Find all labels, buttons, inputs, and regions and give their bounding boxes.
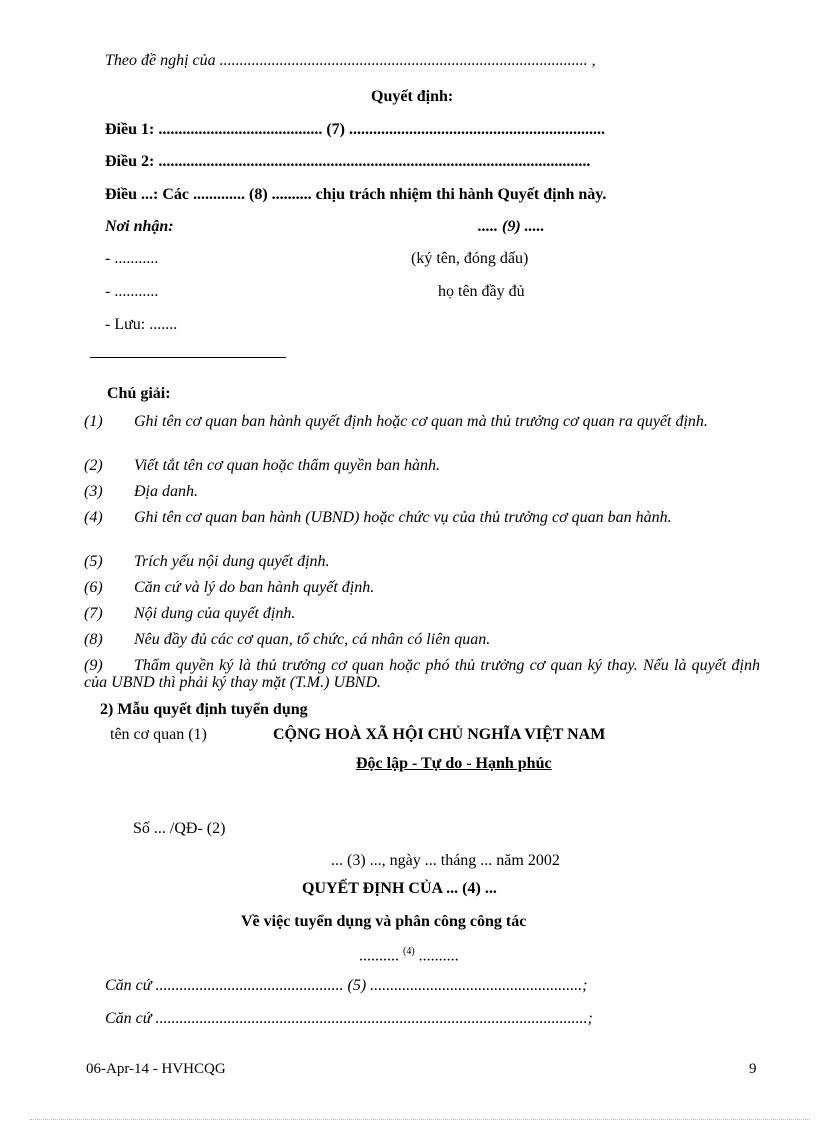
- legend-note-number: (4): [84, 509, 103, 526]
- legend-note-text: Ghi tên cơ quan ban hành (UBND) hoặc chức vụ của thủ trưởng cơ quan ban hành.: [134, 509, 672, 526]
- decision-subject: Về việc tuyển dụng và phân công công tác: [241, 913, 527, 930]
- recipient-item-2: - ...........: [105, 283, 159, 300]
- legend-note-number: (7): [84, 605, 103, 622]
- divider-line: [90, 357, 286, 358]
- legend-note: [84, 509, 760, 526]
- legend-note-number: (3): [84, 483, 103, 500]
- full-name-note: họ tên đầy đủ: [438, 283, 525, 300]
- issuer-dots: ..........: [418, 947, 459, 965]
- decision-heading: Quyết định:: [371, 88, 454, 105]
- archive-item: - Lưu: .......: [105, 316, 178, 333]
- decision-title: QUYẾT ĐỊNH CỦA ... (4) ...: [302, 880, 497, 897]
- country-name: CỘNG HOÀ XÃ HỘI CHỦ NGHĨA VIỆT NAM: [273, 726, 606, 743]
- sign-stamp-note: (ký tên, đóng dấu): [411, 250, 529, 267]
- place-date: ... (3) ..., ngày ... tháng ... năm 2002: [331, 852, 560, 869]
- agency-name: tên cơ quan (1): [110, 726, 207, 743]
- legend-note-number: (5): [84, 553, 103, 570]
- issuer-dots: ..........: [359, 947, 399, 965]
- legend-note-text: Ghi tên cơ quan ban hành quyết định hoặc cơ quan mà thủ trưởng cơ quan ra quyết định.: [134, 413, 708, 430]
- basis-line-1: Căn cứ ............................................... (5) .....................................................;: [105, 977, 588, 994]
- legend-note-text: Địa danh.: [134, 483, 198, 500]
- legend-note: [84, 579, 760, 596]
- legend-note: [84, 605, 760, 622]
- basis-line-2: Căn cứ ............................................................................................................;: [105, 1010, 593, 1027]
- section-title: 2) Mẫu quyết định tuyển dụng: [100, 701, 308, 718]
- document-number: Số ... /QĐ- (2): [133, 820, 226, 837]
- legend-note-text: Nội dung của quyết định.: [134, 605, 296, 622]
- legend-note: [84, 457, 760, 474]
- page-number: 9: [749, 1061, 757, 1077]
- legend-note: [84, 631, 760, 648]
- recipients-label: Nơi nhận:: [105, 218, 174, 235]
- legend-note-number: (9): [84, 657, 103, 674]
- legend-note-number: (1): [84, 413, 103, 430]
- legend-note-number: (2): [84, 457, 103, 474]
- legend-note: [84, 413, 760, 430]
- legend-title: Chú giải:: [107, 385, 171, 402]
- article-2: Điều 2: ............................................................................................................: [105, 153, 591, 170]
- legend-note: [84, 657, 760, 691]
- page-bottom-border: [30, 1119, 810, 1120]
- legend-note-number: (8): [84, 631, 103, 648]
- legend-note-text: Trích yếu nội dung quyết định.: [134, 553, 330, 570]
- legend-note: [84, 483, 760, 500]
- footer-date-source: 06-Apr-14 - HVHCQG: [86, 1061, 226, 1077]
- legend-note-text: Căn cứ và lý do ban hành quyết định.: [134, 579, 375, 596]
- legend-note-number: (6): [84, 579, 103, 596]
- national-motto: Độc lập - Tự do - Hạnh phúc: [356, 755, 552, 772]
- legend-note-text: Viết tắt tên cơ quan hoặc thẩm quyền ban hành.: [134, 457, 440, 474]
- article-1: Điều 1: ......................................... (7) ................................................................: [105, 121, 605, 138]
- proposal-line: Theo đề nghị của ............................................................................................ ,: [105, 52, 596, 69]
- legend-note-text: Nêu đầy đủ các cơ quan, tổ chức, cá nhân có liên quan.: [134, 631, 491, 648]
- recipient-item-1: - ...........: [105, 250, 159, 267]
- signer-placeholder: ..... (9) .....: [478, 218, 545, 235]
- article-n: Điều ...: Các ............. (8) .......... chịu trách nhiệm thi hành Quyết định này.: [105, 186, 607, 203]
- issuer-line: [359, 946, 459, 965]
- legend-note-text: Thẩm quyền ký là thủ trưởng cơ quan hoặc phó thủ trưởng cơ quan ký thay. Nếu là quyết định của UBND thì phải ký thay mặt (T.M.) UBND.: [84, 657, 760, 691]
- legend-note: [84, 553, 760, 570]
- issuer-reference: (4): [403, 946, 415, 957]
